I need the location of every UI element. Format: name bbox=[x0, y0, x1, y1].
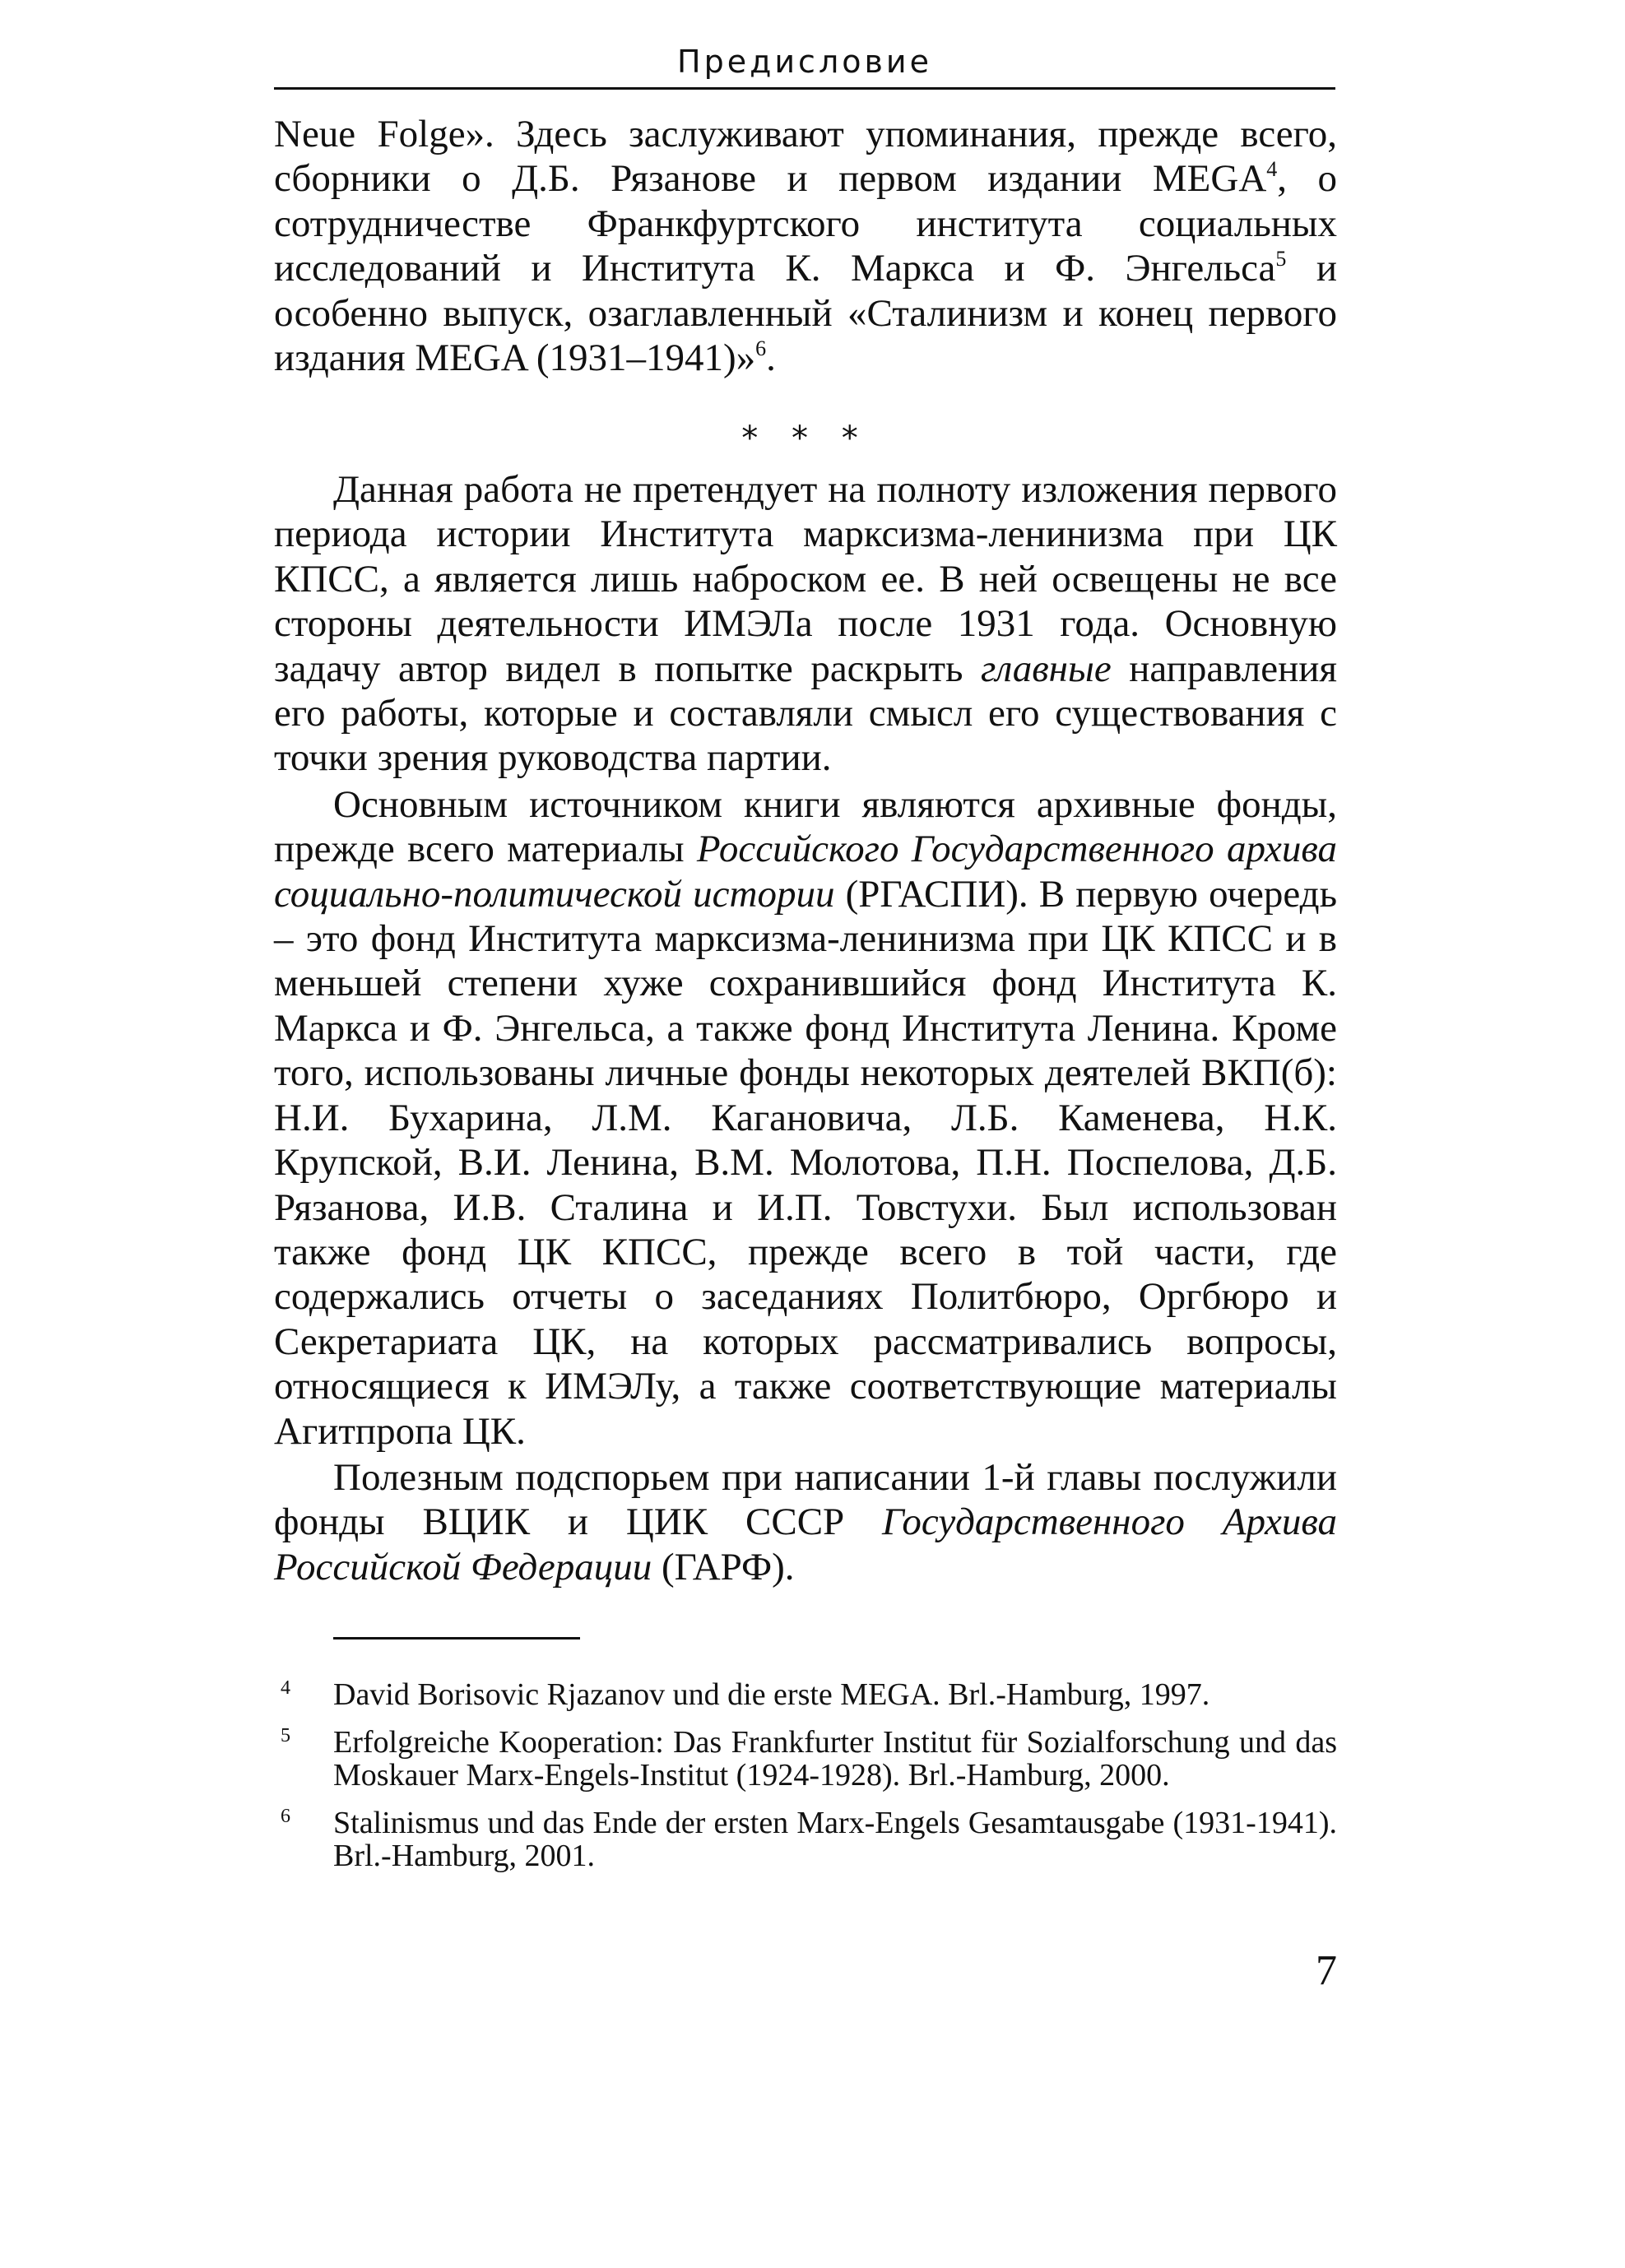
paragraph-1: Данная работа не претендует на полноту изложения первого периода истории Института марксизма-ленинизма при ЦК КПСС, а является лишь наброском ее. В ней освещены не все стороны деятельности ИМЭЛа после 1931 года. Основную задачу автор видел в попытке раскрыть главные направления его работы, которые и составляли смысл его существования с точки зрения руководства партии. bbox=[274, 468, 1337, 780]
footnote-text: David Borisovic Rjazanov und die erste MEGA. Brl.-Hamburg, 1997. bbox=[333, 1677, 1210, 1712]
archive-name-garf: Государственного Архива Российской Федерации bbox=[274, 1500, 1337, 1589]
footnote-number: 6 bbox=[281, 1806, 290, 1827]
emphasis-main: главные bbox=[981, 647, 1112, 690]
footnote-ref-6[interactable]: 6 bbox=[755, 336, 767, 361]
intro-text-1: Neue Folge». Здесь заслуживают упоминания, прежде всего, сборники о Д.Б. Рязанове и первом издании MEGA bbox=[274, 113, 1337, 201]
footnote-rule bbox=[333, 1637, 580, 1640]
intro-text-3: и особенно выпуск, озаглавленный «Сталинизм и конец первого издания MEGA (1931–1941)» bbox=[274, 247, 1337, 380]
footnotes bbox=[274, 1678, 1337, 1887]
footnote-4 bbox=[274, 1678, 1337, 1711]
footnote-ref-5[interactable]: 5 bbox=[1275, 247, 1287, 271]
intro-text-2: , о сотрудничестве Франкфуртского института социальных исследований и Института К. Маркса и Ф. Энгельса bbox=[274, 157, 1337, 290]
footnote-6 bbox=[274, 1807, 1337, 1872]
running-header: Предисловие bbox=[677, 44, 932, 80]
header-rule bbox=[274, 87, 1335, 90]
paragraph-2: Основным источником книги являются архивные фонды, прежде всего материалы Российского Государственного архива социально-политической истории (РГАСПИ). В первую очередь – это фонд Института марксизма-ленинизма при ЦК КПСС и в меньшей степени хуже сохранившийся фонд Института К. Маркса и Ф. Энгельса, а также фонд Института Ленина. Кроме того, использованы личные фонды некоторых деятелей ВКП(б): Н.И. Бухарина, Л.М. Кагановича, Л.Б. Каменева, Н.К. Крупской, В.И. Ленина, В.М. Молотова, П.Н. Поспелова, Д.Б. Рязанова, И.В. Сталина и И.П. Товстухи. Был использован также фонд ЦК КПСС, прежде всего в той части, где содержались отчеты о заседаниях Политбюро, Оргбюро и Секретариата ЦК, на которых рассматривались вопросы, относящиеся к ИМЭЛу, а также соответствующие материалы Агитпропа ЦК. bbox=[274, 782, 1338, 1453]
footnote-ref-4[interactable]: 4 bbox=[1266, 157, 1278, 182]
footnote-5 bbox=[274, 1726, 1337, 1792]
footnote-number: 5 bbox=[281, 1725, 290, 1746]
paragraph-3: Полезным подспорьем при написании 1-й главы послужили фонды ВЦИК и ЦИК СССР Государственного Архива Российской Федерации (ГАРФ). bbox=[274, 1455, 1337, 1589]
footnote-text: Stalinismus und das Ende der ersten Marx-Engels Gesamtausgabe (1931-1941). Brl.-Hamburg, 2001. bbox=[333, 1806, 1337, 1873]
section-separator: * * * bbox=[741, 420, 870, 457]
intro-paragraph bbox=[274, 112, 1337, 380]
archive-name-rgaspi: Российского Государственного архива социально-политической истории bbox=[274, 828, 1337, 916]
main-text bbox=[274, 467, 1337, 1589]
footnote-text: Erfolgreiche Kooperation: Das Frankfurter Institut für Sozialforschung und das Moskauer Marx-Engels-Institut (1924-1928). Brl.-Hamburg, 2000. bbox=[333, 1725, 1337, 1793]
footnote-number: 4 bbox=[281, 1677, 290, 1699]
intro-text-4: . bbox=[766, 336, 776, 380]
page-number: 7 bbox=[1316, 1947, 1337, 1994]
